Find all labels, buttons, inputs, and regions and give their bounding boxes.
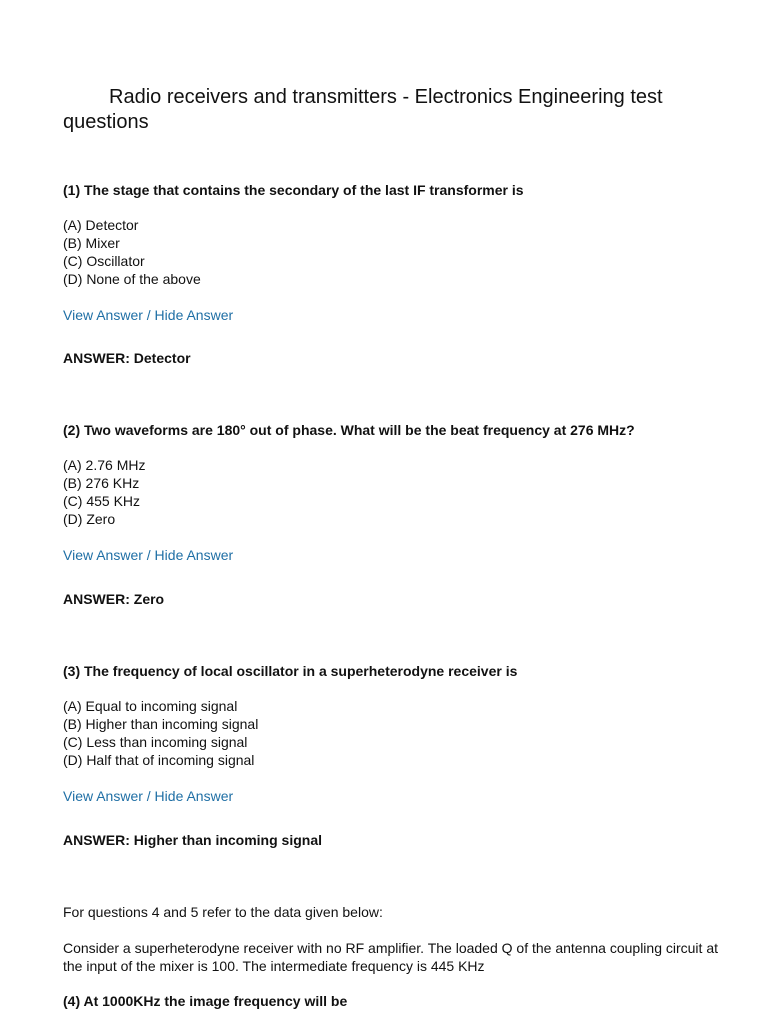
question-block-2: [63, 421, 723, 608]
document-page: [63, 85, 723, 1010]
option-c: (C) Less than incoming signal: [63, 734, 248, 750]
question-text: (3) The frequency of local oscillator in a superheterodyne receiver is: [63, 663, 518, 679]
option-a: (A) Detector: [63, 217, 139, 233]
answer-text: ANSWER: Detector: [63, 350, 191, 366]
option-b: (B) 276 KHz: [63, 475, 140, 491]
intro-text: For questions 4 and 5 refer to the data given below:: [63, 904, 383, 920]
question-block-3: [63, 662, 723, 849]
option-d: (D) None of the above: [63, 271, 201, 287]
question-block-1: [63, 181, 723, 367]
view-hide-answer-link[interactable]: View Answer / Hide Answer: [63, 788, 234, 804]
option-d: (D) Half that of incoming signal: [63, 752, 255, 768]
option-c: (C) 455 KHz: [63, 493, 141, 509]
view-hide-answer-link[interactable]: View Answer / Hide Answer: [63, 307, 234, 323]
option-a: (A) 2.76 MHz: [63, 457, 146, 473]
option-c: (C) Oscillator: [63, 253, 145, 269]
option-b: (B) Mixer: [63, 235, 120, 251]
options-list: [63, 697, 723, 769]
page-title: Radio receivers and transmitters - Electronics Engineering test questions: [63, 86, 663, 133]
question-text-4: (4) At 1000KHz the image frequency will be: [63, 993, 348, 1009]
options-list: [63, 456, 723, 528]
question-text: (2) Two waveforms are 180° out of phase. What will be the beat frequency at 276 MHz?: [63, 422, 635, 438]
options-list: [63, 216, 723, 288]
answer-text: ANSWER: Higher than incoming signal: [63, 832, 323, 848]
option-b: (B) Higher than incoming signal: [63, 716, 259, 732]
data-paragraph: Consider a superheterodyne receiver with no RF amplifier. The loaded Q of the antenna coupling circuit at the input of the mixer is 100. The intermediate frequency is 445 KHz: [63, 940, 718, 974]
answer-text: ANSWER: Zero: [63, 591, 165, 607]
option-d: (D) Zero: [63, 511, 116, 527]
option-a: (A) Equal to incoming signal: [63, 698, 238, 714]
view-hide-answer-link[interactable]: View Answer / Hide Answer: [63, 547, 234, 563]
question-text: (1) The stage that contains the secondary of the last IF transformer is: [63, 182, 524, 198]
